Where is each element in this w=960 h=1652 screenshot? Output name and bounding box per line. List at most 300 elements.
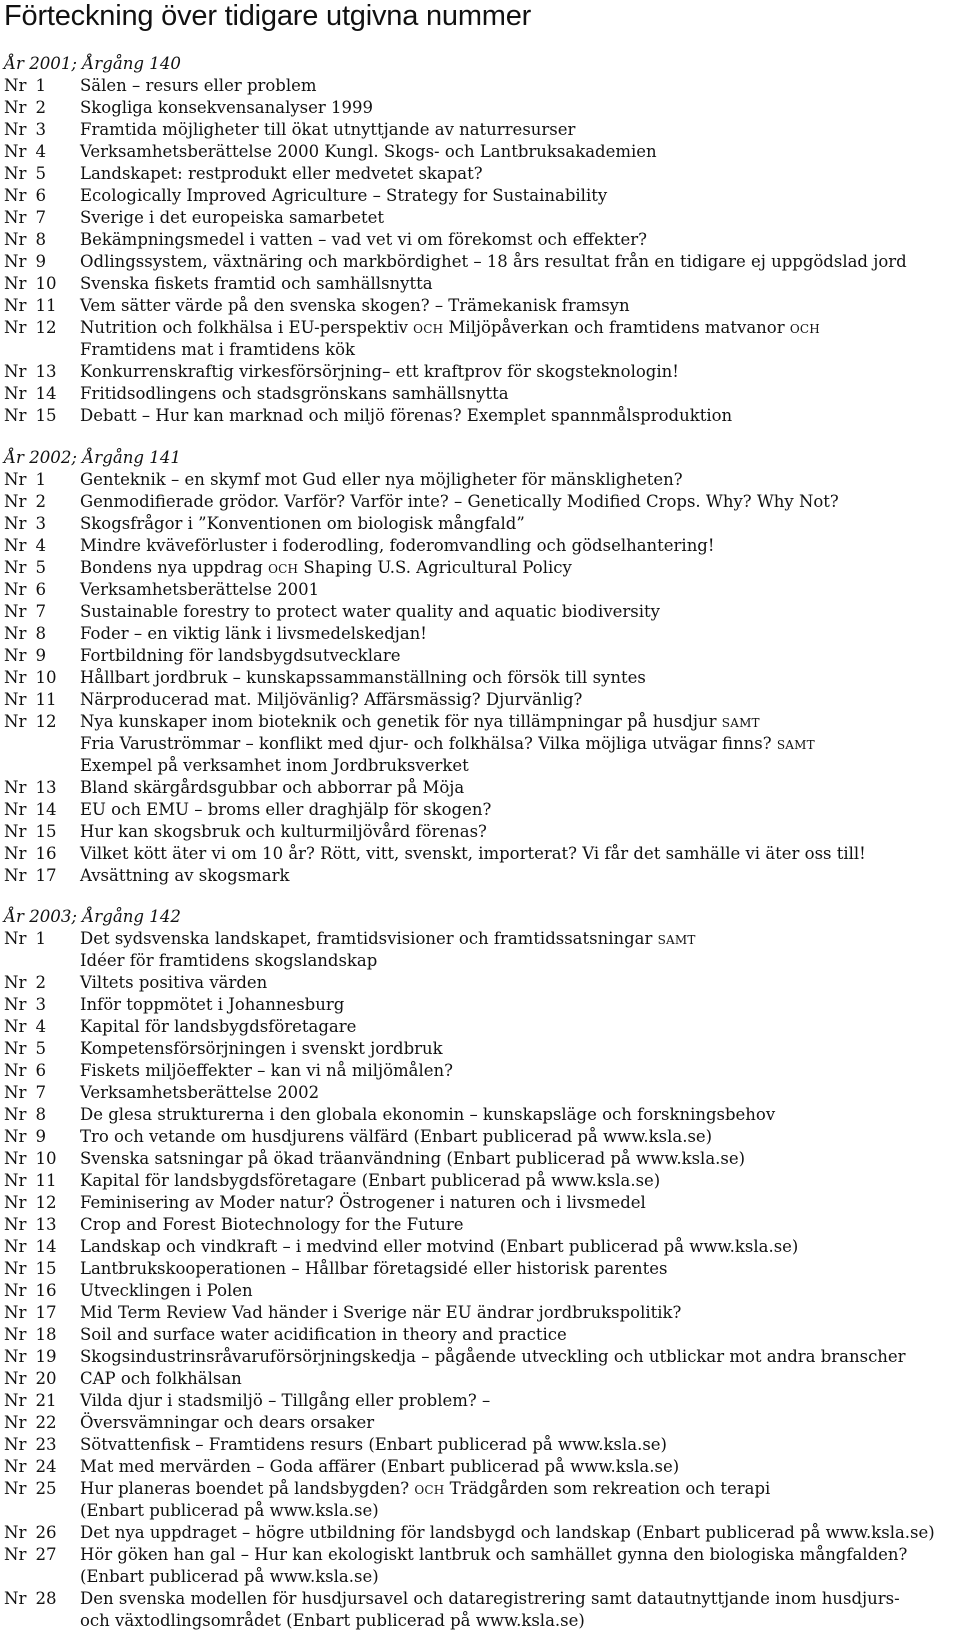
issue-row <box>0 623 960 645</box>
issue-title <box>80 1302 960 1324</box>
issue-number-value: 20 <box>35 1369 57 1388</box>
issue-title-line <box>80 251 960 273</box>
issue-number-prefix: Nr <box>4 535 27 555</box>
issue-number <box>0 623 80 645</box>
issue-title-line <box>80 405 960 427</box>
issue-number-value: 1 <box>35 469 47 489</box>
issue-number <box>0 1236 80 1258</box>
issue-title-line <box>80 273 960 295</box>
issue-title-line <box>80 163 960 185</box>
issue-number-prefix: Nr <box>4 1083 27 1102</box>
issue-number-value: 19 <box>35 1347 57 1366</box>
issue-number-prefix: Nr <box>4 252 27 271</box>
issue-number-prefix: Nr <box>4 362 27 381</box>
issue-number <box>0 689 80 711</box>
issue-title-line <box>80 1500 960 1522</box>
issue-row <box>0 1544 960 1588</box>
issue-number-value: 11 <box>35 1171 57 1190</box>
title-text: Hör göken han gal – Hur kan ekologiskt lantbruk och samhället gynna den biologiska mångfalden? <box>80 1545 908 1564</box>
issue-row <box>0 865 960 887</box>
issue-title-line <box>80 75 960 97</box>
issue-title-line <box>80 1104 960 1126</box>
issue-number-value: 1 <box>35 929 47 948</box>
issue-title-line <box>80 1302 960 1324</box>
title-text: Avsättning av skogsmark <box>80 865 290 885</box>
issue-title-line <box>80 1214 960 1236</box>
title-text: Genteknik – en skymf mot Gud eller nya möjligheter för mänskligheten? <box>80 469 683 489</box>
year-section <box>0 447 960 887</box>
title-text: Idéer för framtidens skogslandskap <box>80 951 378 970</box>
issue-number <box>0 1258 80 1280</box>
issue-row <box>0 1236 960 1258</box>
issue-title-line <box>80 1082 960 1104</box>
issue-title <box>80 843 960 865</box>
issue-number-prefix: Nr <box>4 1589 27 1608</box>
title-text: De glesa strukturerna i den globala ekonomin – kunskapsläge och forskningsbehov <box>80 1105 776 1124</box>
issue-number-prefix: Nr <box>4 1281 27 1300</box>
issue-title-line <box>80 1456 960 1478</box>
issue-number-prefix: Nr <box>4 1149 27 1168</box>
issue-number-prefix: Nr <box>4 777 27 797</box>
issue-number-value: 6 <box>35 579 47 599</box>
issue-title-line <box>80 361 960 383</box>
issue-number-prefix: Nr <box>4 821 27 841</box>
issue-title <box>80 119 960 141</box>
issue-number-prefix: Nr <box>4 1193 27 1212</box>
issue-number-prefix: Nr <box>4 274 27 293</box>
issue-number-value: 11 <box>35 296 57 315</box>
issue-number <box>0 1456 80 1478</box>
issue-number-value: 13 <box>35 777 57 797</box>
issue-title-line <box>80 972 960 994</box>
issue-title <box>80 1038 960 1060</box>
issue-title <box>80 579 960 601</box>
issue-number <box>0 1522 80 1544</box>
title-text: och växtodlingsområdet (Enbart publicerad på www.ksla.se) <box>80 1611 585 1630</box>
issue-title-line <box>80 491 960 513</box>
issue-number-prefix: Nr <box>4 164 27 183</box>
issue-title <box>80 1016 960 1038</box>
issue-title <box>80 1434 960 1456</box>
issue-title-line <box>80 994 960 1016</box>
issue-number-prefix: Nr <box>4 929 27 948</box>
issue-number-prefix: Nr <box>4 1215 27 1234</box>
issue-number-value: 13 <box>35 1215 57 1234</box>
issue-number-value: 28 <box>35 1589 57 1608</box>
issue-number-value: 7 <box>35 208 47 227</box>
title-text: Hållbart jordbruk – kunskapssammanställning och försök till syntes <box>80 667 646 687</box>
issue-title <box>80 1148 960 1170</box>
issue-number-value: 11 <box>35 689 57 709</box>
conjunction-small-caps: SAMT <box>776 737 815 752</box>
title-text: Crop and Forest Biotechnology for the Future <box>80 1215 464 1234</box>
issue-row <box>0 972 960 994</box>
issue-number-prefix: Nr <box>4 1237 27 1256</box>
issue-title-line <box>80 843 960 865</box>
title-text: Framtida möjligheter till ökat utnyttjande av naturresurser <box>80 120 576 139</box>
issue-title <box>80 317 960 361</box>
issue-number-prefix: Nr <box>4 557 27 577</box>
issue-title <box>80 361 960 383</box>
conjunction-small-caps: SAMT <box>721 715 760 730</box>
issue-row <box>0 1478 960 1522</box>
issue-title <box>80 97 960 119</box>
issue-title-line <box>80 1016 960 1038</box>
issue-number-prefix: Nr <box>4 186 27 205</box>
issue-number-value: 8 <box>35 1105 47 1124</box>
issue-number <box>0 273 80 295</box>
issue-title-line <box>80 601 960 623</box>
title-text: Skogsindustrinsråvaruförsörjningskedja – pågående utveckling och utblickar mot andra branscher <box>80 1347 906 1366</box>
issue-number-prefix: Nr <box>4 318 27 337</box>
title-text: Verksamhetsberättelse 2002 <box>80 1083 320 1102</box>
issue-title-line <box>80 667 960 689</box>
issue-number-value: 5 <box>35 557 47 577</box>
issue-row <box>0 491 960 513</box>
issue-row <box>0 513 960 535</box>
issue-row <box>0 229 960 251</box>
issue-number-prefix: Nr <box>4 513 27 533</box>
title-text: Foder – en viktig länk i livsmedelskedjan! <box>80 623 427 643</box>
issue-title-line <box>80 1148 960 1170</box>
issue-number-value: 12 <box>35 711 57 731</box>
issue-number <box>0 928 80 950</box>
issue-title <box>80 1456 960 1478</box>
issue-number <box>0 1544 80 1566</box>
issue-row <box>0 207 960 229</box>
issue-title <box>80 557 960 579</box>
issue-number-value: 9 <box>35 252 47 271</box>
title-text: Genmodifierade grödor. Varför? Varför inte? – Genetically Modified Crops. Why? Why Not? <box>80 491 839 511</box>
issue-number-value: 4 <box>35 1017 47 1036</box>
title-text: Mat med mervärden – Goda affärer (Enbart publicerad på www.ksla.se) <box>80 1457 680 1476</box>
title-text: Bland skärgårdsgubbar och abborrar på Möja <box>80 777 465 797</box>
issue-number-prefix: Nr <box>4 1039 27 1058</box>
issue-title <box>80 1126 960 1148</box>
title-text: Tro och vetande om husdjurens välfärd (Enbart publicerad på www.ksla.se) <box>80 1127 713 1146</box>
issue-title-line <box>80 1126 960 1148</box>
issue-title <box>80 1104 960 1126</box>
issue-title-line <box>80 339 960 361</box>
issue-number <box>0 513 80 535</box>
issue-number-value: 13 <box>35 362 57 381</box>
issue-row <box>0 1588 960 1632</box>
issue-number-value: 26 <box>35 1523 57 1542</box>
issue-number <box>0 1588 80 1610</box>
issue-title <box>80 1544 960 1588</box>
issue-title <box>80 295 960 317</box>
issue-title-line <box>80 1566 960 1588</box>
issue-number-value: 1 <box>35 76 47 95</box>
issue-number-value: 22 <box>35 1413 57 1432</box>
issue-number-prefix: Nr <box>4 406 27 425</box>
issue-number <box>0 295 80 317</box>
issue-title <box>80 601 960 623</box>
issue-number-value: 7 <box>35 601 47 621</box>
issue-number <box>0 1346 80 1368</box>
title-text: Bondens nya uppdrag <box>80 557 269 577</box>
issue-title <box>80 491 960 513</box>
issue-number-prefix: Nr <box>4 384 27 403</box>
issue-title-line <box>80 755 960 777</box>
issue-number-value: 10 <box>35 274 57 293</box>
issue-number-value: 25 <box>35 1479 57 1498</box>
issue-number-prefix: Nr <box>4 76 27 95</box>
issue-number <box>0 361 80 383</box>
issue-title-line <box>80 645 960 667</box>
issue-number-prefix: Nr <box>4 469 27 489</box>
title-text: Sverige i det europeiska samarbetet <box>80 208 384 227</box>
issue-number <box>0 383 80 405</box>
title-text: Den svenska modellen för husdjursavel och dataregistrering samt datautnyttjande inom husdjurs- <box>80 1589 900 1608</box>
year-section <box>0 53 960 427</box>
title-text: Vilket kött äter vi om 10 år? Rött, vitt, svenskt, importerat? Vi får det samhälle vi äter oss till! <box>80 843 866 863</box>
issue-number <box>0 97 80 119</box>
issue-number-prefix: Nr <box>4 799 27 819</box>
title-text: Översvämningar och dears orsaker <box>80 1413 375 1432</box>
issue-row <box>0 1280 960 1302</box>
issue-number <box>0 1302 80 1324</box>
issue-row <box>0 1038 960 1060</box>
issue-row <box>0 1060 960 1082</box>
issue-number-value: 16 <box>35 843 57 863</box>
title-text: Sälen – resurs eller problem <box>80 76 317 95</box>
issue-number <box>0 491 80 513</box>
issue-number-value: 3 <box>35 120 47 139</box>
issue-number-prefix: Nr <box>4 491 27 511</box>
title-text: Feminisering av Moder natur? Östrogener i naturen och i livsmedel <box>80 1193 646 1212</box>
issue-number <box>0 141 80 163</box>
issue-row <box>0 1522 960 1544</box>
title-text: Konkurrenskraftig virkesförsörjning– ett kraftprov för skogsteknologin! <box>80 362 679 381</box>
issue-row <box>0 601 960 623</box>
issue-number-value: 10 <box>35 667 57 687</box>
issue-number <box>0 1192 80 1214</box>
issue-number-prefix: Nr <box>4 1413 27 1432</box>
issue-row <box>0 1456 960 1478</box>
issue-title-line <box>80 689 960 711</box>
issue-number-prefix: Nr <box>4 645 27 665</box>
issue-number <box>0 1038 80 1060</box>
title-text: Hur planeras boendet på landsbygden? <box>80 1479 415 1498</box>
issue-row <box>0 97 960 119</box>
issue-title <box>80 141 960 163</box>
issue-row <box>0 994 960 1016</box>
issue-title-line <box>80 1192 960 1214</box>
conjunction-small-caps: OCH <box>413 322 444 336</box>
issue-title-line <box>80 207 960 229</box>
issue-number-value: 8 <box>35 623 47 643</box>
issue-title <box>80 535 960 557</box>
issue-number-value: 4 <box>35 535 47 555</box>
title-text: Inför toppmötet i Johannesburg <box>80 995 345 1014</box>
issue-number-prefix: Nr <box>4 579 27 599</box>
issue-number-prefix: Nr <box>4 843 27 863</box>
issue-title <box>80 1324 960 1346</box>
issue-number-prefix: Nr <box>4 1435 27 1454</box>
issue-title <box>80 645 960 667</box>
title-text: Odlingssystem, växtnäring och markbördighet – 18 års resultat från en tidigare ej uppgödslad jord <box>80 252 907 271</box>
issue-number-prefix: Nr <box>4 1369 27 1388</box>
issue-title-line <box>80 623 960 645</box>
issue-number-value: 3 <box>35 995 47 1014</box>
issue-row <box>0 185 960 207</box>
issue-number <box>0 229 80 251</box>
issue-row <box>0 361 960 383</box>
issue-number <box>0 207 80 229</box>
issue-row <box>0 273 960 295</box>
issue-title-line <box>80 821 960 843</box>
issue-row <box>0 1214 960 1236</box>
issue-number <box>0 645 80 667</box>
issue-title <box>80 1280 960 1302</box>
issue-row <box>0 1368 960 1390</box>
year-heading: År 2003; Årgång 142 <box>4 907 181 926</box>
title-text: Bekämpningsmedel i vatten – vad vet vi om förekomst och effekter? <box>80 230 647 249</box>
title-text: Viltets positiva värden <box>80 973 268 992</box>
title-text: EU och EMU – broms eller draghjälp för skogen? <box>80 799 492 819</box>
page-title: Förteckning över tidigare utgivna nummer <box>4 0 532 32</box>
issue-title-line <box>80 229 960 251</box>
conjunction-small-caps: SAMT <box>657 933 696 947</box>
title-text: Fiskets miljöeffekter – kan vi nå miljömålen? <box>80 1061 453 1080</box>
title-text: Trädgården som rekreation och terapi <box>444 1479 771 1498</box>
issue-title <box>80 1588 960 1632</box>
issue-title <box>80 623 960 645</box>
issue-number <box>0 579 80 601</box>
issue-title-line <box>80 1346 960 1368</box>
issue-number-value: 7 <box>35 1083 47 1102</box>
issue-row <box>0 405 960 427</box>
issue-number-value: 14 <box>35 1237 57 1256</box>
issue-number-prefix: Nr <box>4 1017 27 1036</box>
issue-row <box>0 469 960 491</box>
issue-number-value: 6 <box>35 1061 47 1080</box>
title-text: Kapital för landsbygdsföretagare <box>80 1017 357 1036</box>
issue-title <box>80 513 960 535</box>
issue-title-line <box>80 1324 960 1346</box>
title-text: Vem sätter värde på den svenska skogen? – Trämekanisk framsyn <box>80 296 630 315</box>
issue-number-prefix: Nr <box>4 973 27 992</box>
title-text: CAP och folkhälsan <box>80 1369 242 1388</box>
issue-title <box>80 1346 960 1368</box>
conjunction-small-caps: OCH <box>789 322 820 336</box>
issue-row <box>0 295 960 317</box>
issue-number <box>0 865 80 887</box>
title-text: Kompetensförsörjningen i svenskt jordbruk <box>80 1039 443 1058</box>
issue-number-value: 2 <box>35 98 47 117</box>
issue-number <box>0 667 80 689</box>
title-text: Nya kunskaper inom bioteknik och genetik för nya tillämpningar på husdjur <box>80 711 722 731</box>
issue-title-line <box>80 185 960 207</box>
issue-title-line <box>80 1390 960 1412</box>
issue-title-line <box>80 1610 960 1632</box>
issue-number-value: 8 <box>35 230 47 249</box>
title-text: Sötvattenfisk – Framtidens resurs (Enbart publicerad på www.ksla.se) <box>80 1435 667 1454</box>
issue-title <box>80 994 960 1016</box>
issue-number-prefix: Nr <box>4 601 27 621</box>
issue-number-value: 16 <box>35 1281 57 1300</box>
issue-title-line <box>80 1170 960 1192</box>
issue-title-line <box>80 1434 960 1456</box>
issue-title <box>80 1236 960 1258</box>
issue-number <box>0 1324 80 1346</box>
issue-number <box>0 557 80 579</box>
issue-title-line <box>80 1060 960 1082</box>
issue-row <box>0 119 960 141</box>
title-text: (Enbart publicerad på www.ksla.se) <box>80 1501 379 1520</box>
issue-title <box>80 75 960 97</box>
issue-number-value: 17 <box>35 1303 57 1322</box>
issue-number <box>0 1170 80 1192</box>
issue-title-line <box>80 1478 960 1500</box>
title-text: Ecologically Improved Agriculture – Strategy for Sustainability <box>80 186 608 205</box>
issue-number-value: 15 <box>35 406 57 425</box>
issue-number-prefix: Nr <box>4 120 27 139</box>
issue-number-value: 14 <box>35 799 57 819</box>
issue-title <box>80 1412 960 1434</box>
issue-number-prefix: Nr <box>4 995 27 1014</box>
issue-title-line <box>80 865 960 887</box>
issue-row <box>0 777 960 799</box>
issue-title <box>80 405 960 427</box>
issue-number-prefix: Nr <box>4 98 27 117</box>
title-text: Skogliga konsekvensanalyser 1999 <box>80 98 373 117</box>
title-text: Närproducerad mat. Miljövänlig? Affärsmässig? Djurvänlig? <box>80 689 583 709</box>
title-text: Verksamhetsberättelse 2000 Kungl. Skogs- och Lantbruksakademien <box>80 142 657 161</box>
issue-row <box>0 1126 960 1148</box>
issue-number-value: 2 <box>35 973 47 992</box>
issue-title <box>80 207 960 229</box>
issue-title-line <box>80 1544 960 1566</box>
title-text: Hur kan skogsbruk och kulturmiljövård förenas? <box>80 821 487 841</box>
issue-title <box>80 777 960 799</box>
title-text: Verksamhetsberättelse 2001 <box>80 579 320 599</box>
issue-title <box>80 383 960 405</box>
year-section <box>0 906 960 1632</box>
issue-number-value: 23 <box>35 1435 57 1454</box>
issue-title-line <box>80 579 960 601</box>
title-text: Det nya uppdraget – högre utbildning för landsbygd och landskap (Enbart publicerad på www.ksla.se) <box>80 1523 935 1542</box>
issue-title <box>80 689 960 711</box>
issue-row <box>0 1346 960 1368</box>
issue-row <box>0 1016 960 1038</box>
issue-row <box>0 645 960 667</box>
issue-number-value: 2 <box>35 491 47 511</box>
issue-row <box>0 317 960 361</box>
issue-number-value: 6 <box>35 186 47 205</box>
title-text: Fritidsodlingens och stadsgrönskans samhällsnytta <box>80 384 509 403</box>
issue-title <box>80 821 960 843</box>
issue-title <box>80 185 960 207</box>
issue-number <box>0 405 80 427</box>
issue-number-prefix: Nr <box>4 1105 27 1124</box>
title-text: Exempel på verksamhet inom Jordbruksverket <box>80 755 469 775</box>
issue-number <box>0 1082 80 1104</box>
issue-title-line <box>80 928 960 950</box>
issue-title-line <box>80 317 960 339</box>
issue-row <box>0 1324 960 1346</box>
issue-title <box>80 1258 960 1280</box>
issue-title <box>80 1082 960 1104</box>
issue-number <box>0 1434 80 1456</box>
issue-title-line <box>80 733 960 755</box>
issue-number-value: 9 <box>35 1127 47 1146</box>
issue-number-prefix: Nr <box>4 1127 27 1146</box>
issue-title-line <box>80 1236 960 1258</box>
issue-number-prefix: Nr <box>4 208 27 227</box>
issue-title-line <box>80 513 960 535</box>
